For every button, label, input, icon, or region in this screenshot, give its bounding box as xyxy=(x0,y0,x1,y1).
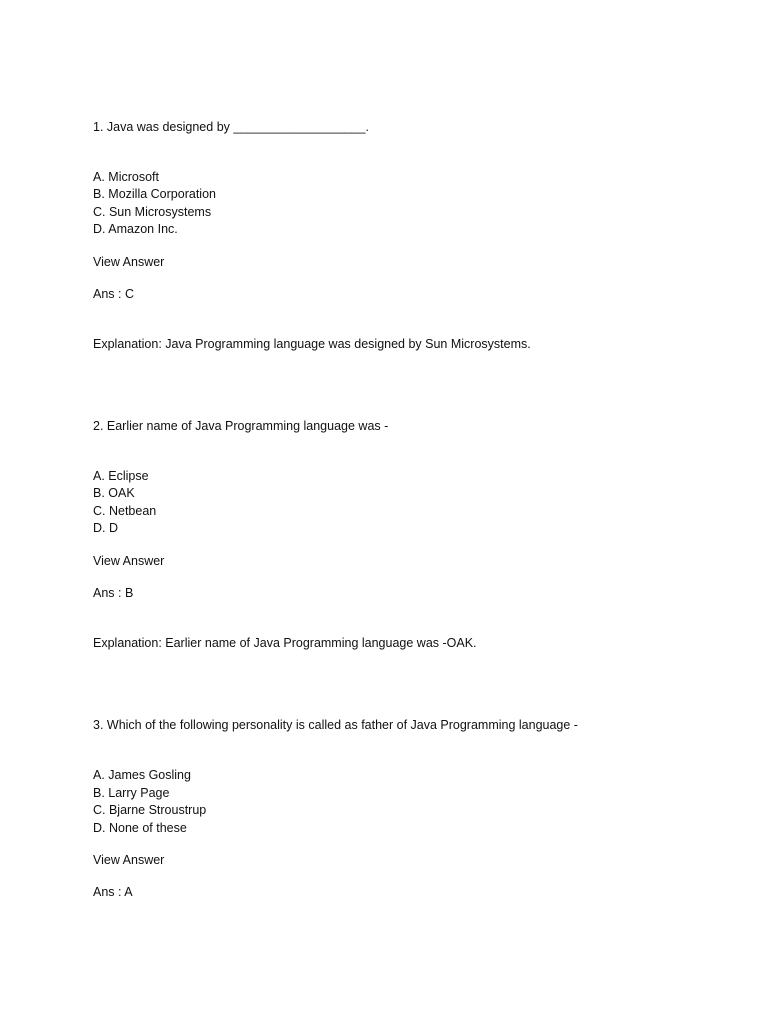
question-2-answer: Ans : B xyxy=(93,586,134,600)
question-1-view-answer[interactable]: View Answer xyxy=(93,255,165,269)
question-1-explanation: Explanation: Java Programming language was designed by Sun Microsystems. xyxy=(93,337,531,351)
question-2-explanation: Explanation: Earlier name of Java Programming language was -OAK. xyxy=(93,636,477,650)
question-3-option-a: A. James Gosling xyxy=(93,768,191,782)
question-2-option-c: C. Netbean xyxy=(93,504,157,518)
question-3-option-d: D. None of these xyxy=(93,821,187,835)
question-2-view-answer[interactable]: View Answer xyxy=(93,554,165,568)
question-1-option-d: D. Amazon Inc. xyxy=(93,222,178,236)
question-3-answer: Ans : A xyxy=(93,885,133,899)
question-1-option-a: A. Microsoft xyxy=(93,170,159,184)
question-2-option-a: A. Eclipse xyxy=(93,469,149,483)
question-1-text: 1. Java was designed by ___________________. xyxy=(93,120,369,134)
question-3-option-c: C. Bjarne Stroustrup xyxy=(93,803,207,817)
question-2-option-d: D. D xyxy=(93,521,118,535)
question-1-option-c: C. Sun Microsystems xyxy=(93,205,212,219)
question-1-answer: Ans : C xyxy=(93,287,134,301)
question-3-text: 3. Which of the following personality is called as father of Java Programming language - xyxy=(93,718,578,732)
question-3-view-answer[interactable]: View Answer xyxy=(93,853,165,867)
question-2-option-b: B. OAK xyxy=(93,486,135,500)
question-1-option-b: B. Mozilla Corporation xyxy=(93,187,216,201)
question-2-text: 2. Earlier name of Java Programming language was - xyxy=(93,419,389,433)
question-3-option-b: B. Larry Page xyxy=(93,786,170,800)
